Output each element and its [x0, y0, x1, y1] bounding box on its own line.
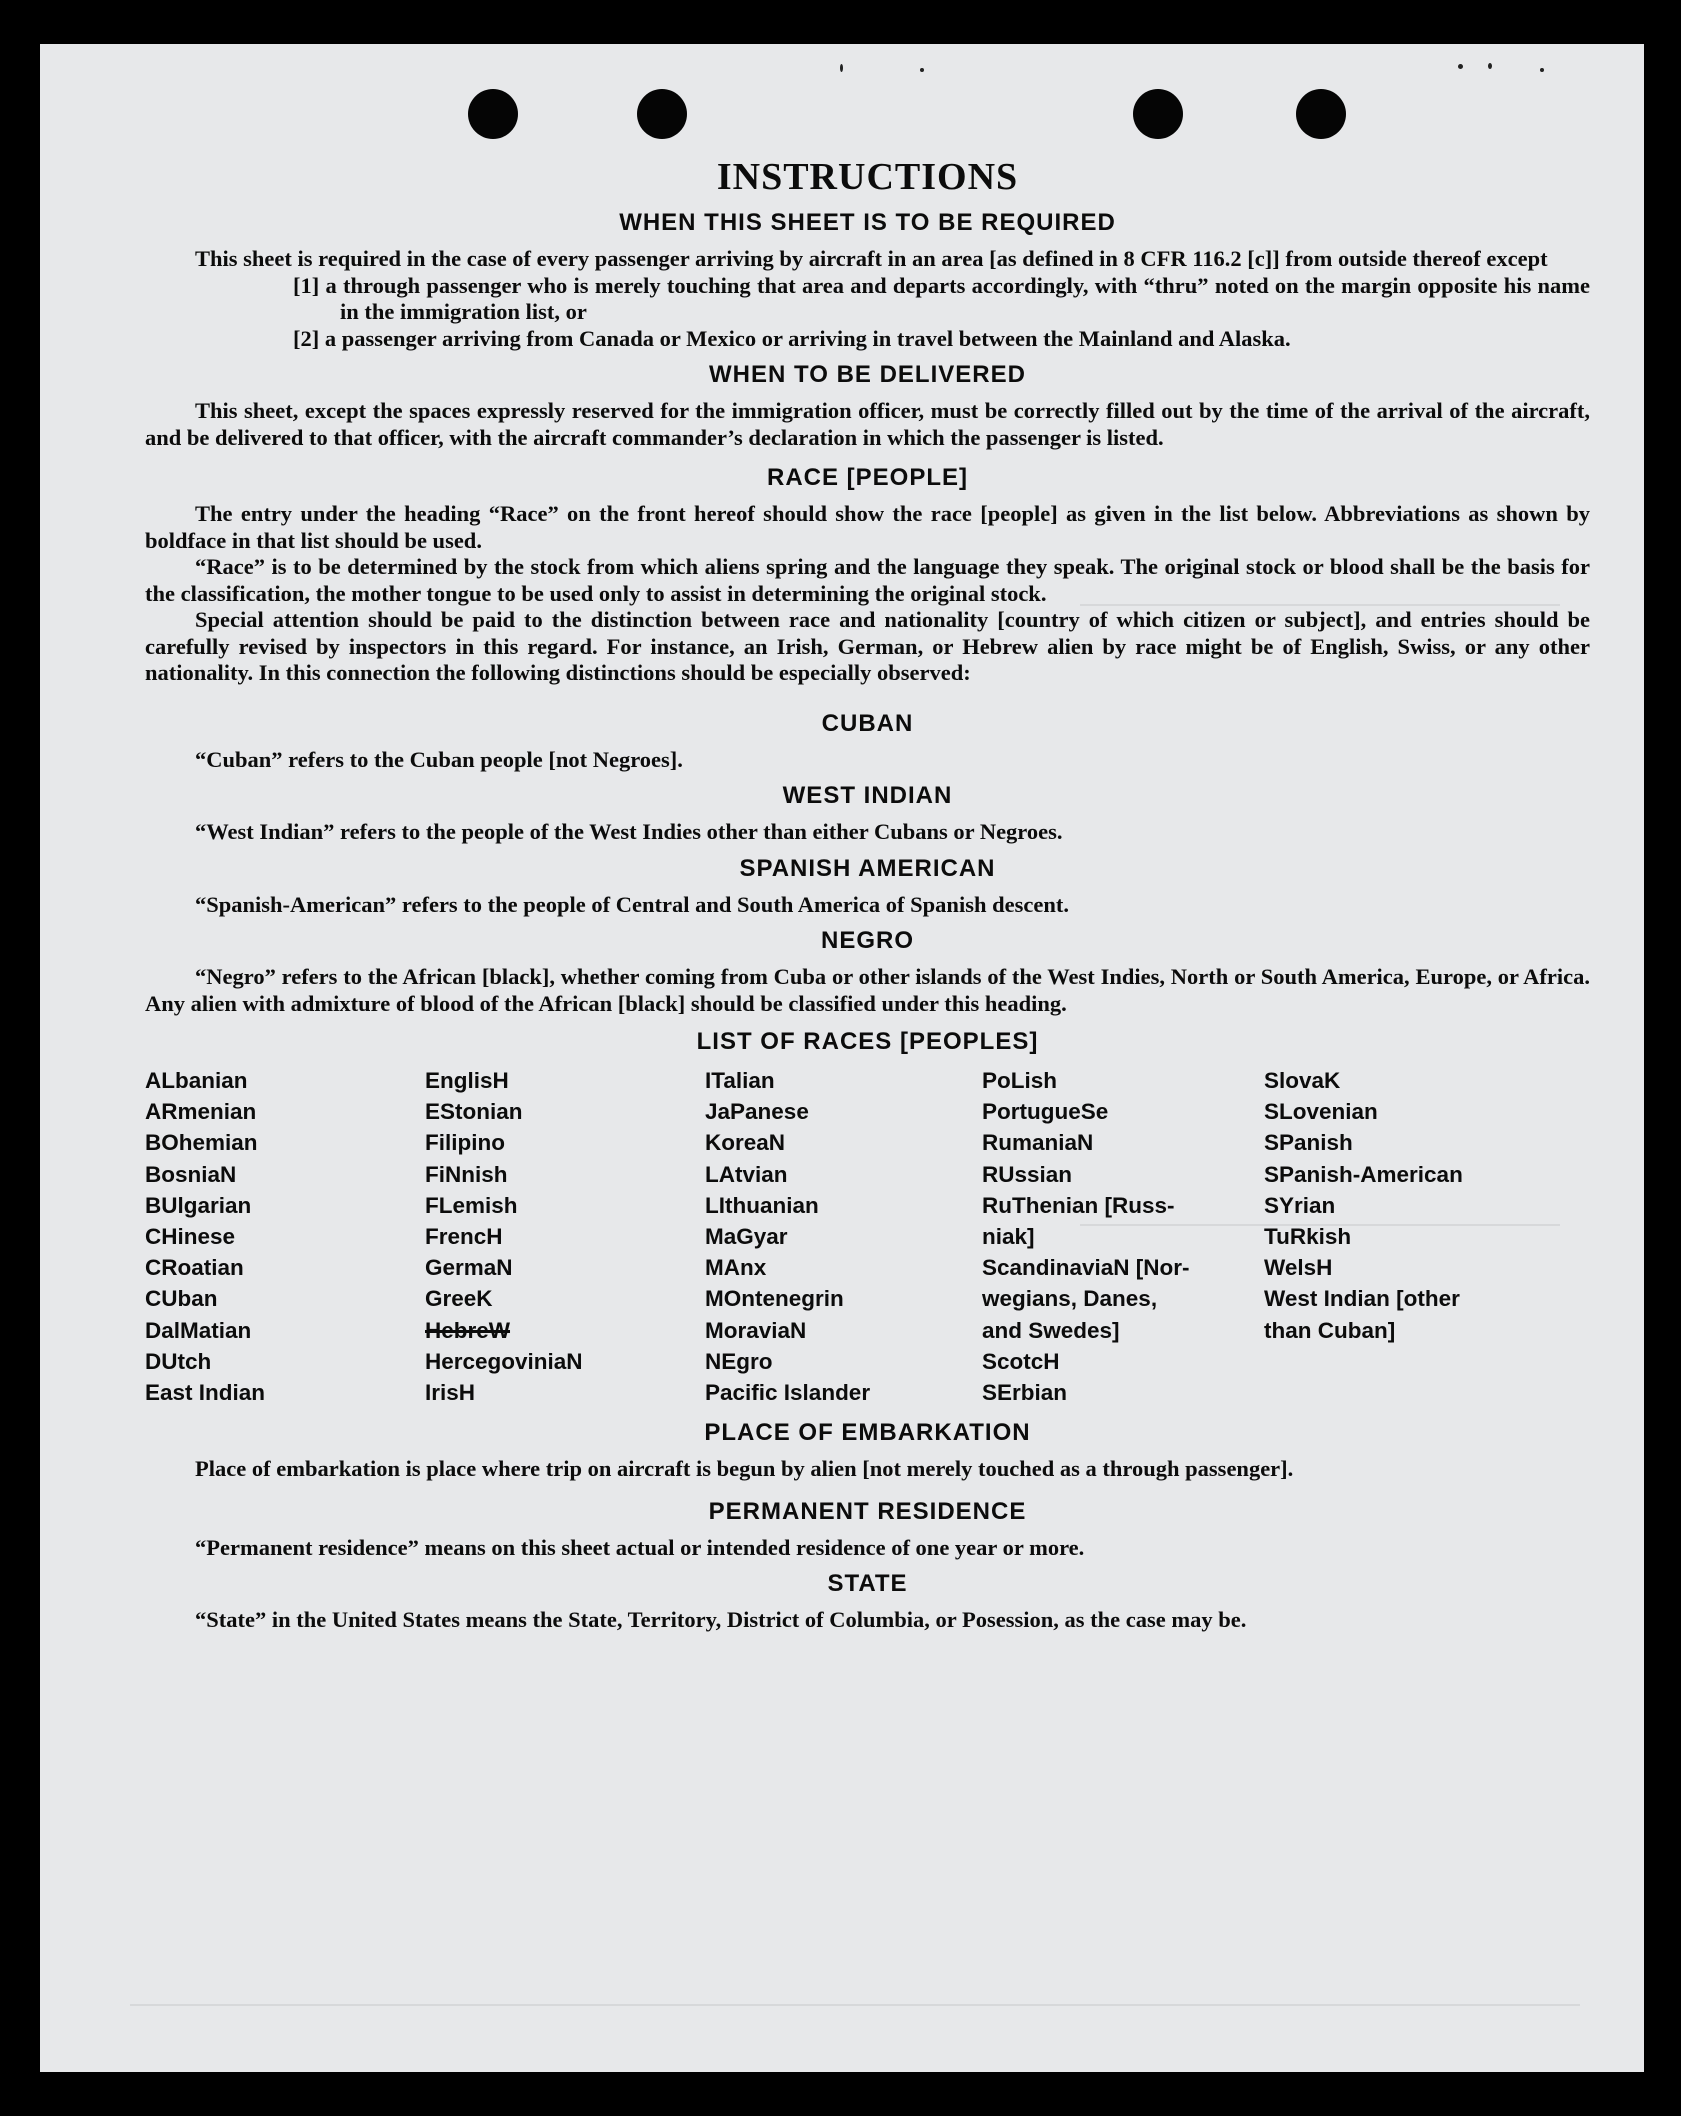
- section-heading-negro: NEGRO: [820, 927, 914, 954]
- ink-speck: [840, 64, 843, 72]
- paragraph: This sheet is required in the case of every passenger arriving by aircraft in an area [as defined in 8 CFR 116.2 [c]] from outside thereof except: [195, 246, 1548, 271]
- section-heading-when-required: WHEN THIS SHEET IS TO BE REQUIRED: [619, 209, 1116, 236]
- page-title: INSTRUCTIONS: [716, 156, 1019, 198]
- races-column-1: [145, 1065, 425, 1408]
- exception-item-2: [2] a passenger arriving from Canada or Mexico or arriving in travel between the Mainland and Alaska.: [293, 325, 1291, 351]
- race-item: BosniaN: [145, 1161, 237, 1187]
- section-heading-list-of-races: LIST OF RACES [PEOPLES]: [696, 1028, 1039, 1055]
- paragraph: Place of embarkation is place where trip on aircraft is begun by alien [not merely touched as a through passenger].: [195, 1456, 1294, 1482]
- race-item: MOntenegrin: [705, 1286, 844, 1312]
- race-item: West Indian [other than Cuban]: [1264, 1286, 1460, 1343]
- races-list: [145, 1065, 1590, 1408]
- race-item: BUlgarian: [145, 1192, 252, 1218]
- race-item-struck-out: HebreW: [425, 1317, 511, 1343]
- race-item: East Indian: [145, 1380, 266, 1406]
- race-item: EnglisH: [425, 1068, 509, 1093]
- paragraph: “Permanent residence” means on this sheet actual or intended residence of one year or more.: [195, 1534, 1085, 1560]
- races-column-5: [1264, 1065, 1524, 1408]
- exception-item-1: [1] a through passenger who is merely touching that area and departs accordingly, with “thru” noted on the margin opposite his name in the immigration list, or: [293, 272, 1590, 324]
- instructions-content: [145, 154, 1590, 1634]
- race-item: PortugueSe: [982, 1099, 1109, 1125]
- race-item: RumaniaN: [982, 1130, 1094, 1156]
- punch-hole: [468, 89, 518, 139]
- race-item: JaPanese: [705, 1099, 809, 1125]
- race-item: WelsH: [1264, 1255, 1333, 1281]
- race-item: MAnx: [705, 1255, 767, 1281]
- section-heading-spanish-american: SPANISH AMERICAN: [739, 854, 996, 882]
- race-item: EStonian: [425, 1099, 523, 1125]
- paragraph: “Negro” refers to the African [black], whether coming from Cuba or other islands of the West Indies, North or South America, Europe, or Africa. Any alien with admixture of blood of the African [black] should be classified under this heading.: [145, 964, 1590, 1016]
- races-column-3: [705, 1065, 982, 1408]
- race-item: LIthuanian: [705, 1192, 819, 1218]
- paragraph: “State” in the United States means the State, Territory, District of Columbia, or Posession, as the case may be.: [195, 1607, 1247, 1633]
- race-item: SYrian: [1264, 1192, 1336, 1218]
- races-column-2: [425, 1065, 705, 1408]
- race-item: GreeK: [425, 1286, 493, 1312]
- section-heading-when-delivered: WHEN TO BE DELIVERED: [709, 361, 1026, 388]
- race-item: ITalian: [705, 1068, 775, 1093]
- race-item: SPanish-American: [1264, 1161, 1463, 1187]
- race-item: CRoatian: [145, 1255, 244, 1281]
- race-item: DUtch: [145, 1348, 212, 1374]
- race-item: SPanish: [1264, 1130, 1353, 1156]
- section-heading-west-indian: WEST INDIAN: [782, 782, 953, 809]
- race-item: CUban: [145, 1286, 218, 1312]
- race-item: PoLish: [982, 1068, 1058, 1093]
- paragraph: “Spanish-American” refers to the people of Central and South America of Spanish descent.: [195, 891, 1069, 917]
- race-item: FiNnish: [425, 1161, 508, 1187]
- race-item: GermaN: [425, 1255, 513, 1281]
- race-item: ARmenian: [145, 1099, 257, 1125]
- bleed-through-rule: [130, 2004, 1580, 2006]
- section-heading-state: STATE: [827, 1570, 908, 1598]
- race-item: Pacific Islander: [705, 1380, 871, 1406]
- race-item: FLemish: [425, 1192, 518, 1218]
- section-heading-permanent-residence: PERMANENT RESIDENCE: [708, 1497, 1027, 1525]
- race-item: TuRkish: [1264, 1224, 1352, 1250]
- race-item: SLovenian: [1264, 1099, 1378, 1125]
- paragraph: This sheet, except the spaces expressly reserved for the immigration officer, must be correctly filled out by the time of the arrival of the aircraft, and be delivered to that officer, with the aircraft commander’s declaration in which the passenger is listed.: [145, 398, 1590, 450]
- punch-hole: [1133, 89, 1183, 139]
- document-sheet: [40, 44, 1644, 2072]
- race-item: DalMatian: [145, 1317, 252, 1343]
- paragraph: Special attention should be paid to the distinction between race and nationality [country of which citizen or subject], and entries should be carefully revised by inspectors in this regard. For instance, an Irish, German, or Hebrew alien by race might be of English, Swiss, or any other nationality. In this connection the following distinctions should be especially observed:: [145, 607, 1590, 685]
- races-column-4: [982, 1065, 1264, 1408]
- race-item: FrencH: [425, 1224, 503, 1250]
- race-item: KoreaN: [705, 1130, 786, 1156]
- race-item: IrisH: [425, 1380, 476, 1406]
- punch-hole: [637, 89, 687, 139]
- race-item: LAtvian: [705, 1161, 788, 1187]
- race-item: RUssian: [982, 1161, 1073, 1187]
- ink-speck: [920, 68, 924, 72]
- race-item: CHinese: [145, 1224, 236, 1250]
- race-item: HercegoviniaN: [425, 1348, 583, 1374]
- paragraph: “Cuban” refers to the Cuban people [not Negroes].: [195, 746, 683, 772]
- punch-hole: [1296, 89, 1346, 139]
- section-heading-place-of-embarkation: PLACE OF EMBARKATION: [704, 1419, 1031, 1447]
- race-item: NEgro: [705, 1348, 773, 1374]
- ink-speck: [1488, 63, 1492, 69]
- section-heading-race: RACE [PEOPLE]: [766, 464, 968, 491]
- race-item: BOhemian: [145, 1130, 258, 1156]
- paragraph: “West Indian” refers to the people of the West Indies other than either Cubans or Negroes.: [195, 819, 1063, 844]
- race-item: Filipino: [425, 1130, 505, 1156]
- paragraph: The entry under the heading “Race” on the front hereof should show the race [people] as given in the list below. Abbreviations as shown by boldface in that list should be used.: [145, 501, 1590, 553]
- race-item: ScotcH: [982, 1348, 1060, 1374]
- race-item: ALbanian: [145, 1068, 248, 1093]
- ink-speck: [1458, 64, 1463, 69]
- paragraph: “Race” is to be determined by the stock from which aliens spring and the language they speak. The original stock or blood shall be the basis for the classification, the mother tongue to be used only to assist in determining the original stock.: [145, 554, 1590, 606]
- race-item: RuThenian [Russ- niak]: [982, 1192, 1175, 1250]
- race-item: ScandinaviaN [Nor- wegians, Danes, and Swedes]: [982, 1255, 1190, 1343]
- race-item: SErbian: [982, 1380, 1068, 1406]
- ink-speck: [1540, 68, 1544, 72]
- race-item: MoraviaN: [705, 1317, 807, 1343]
- race-item: SlovaK: [1264, 1068, 1341, 1093]
- section-heading-cuban: CUBAN: [821, 709, 914, 737]
- race-item: MaGyar: [705, 1224, 788, 1250]
